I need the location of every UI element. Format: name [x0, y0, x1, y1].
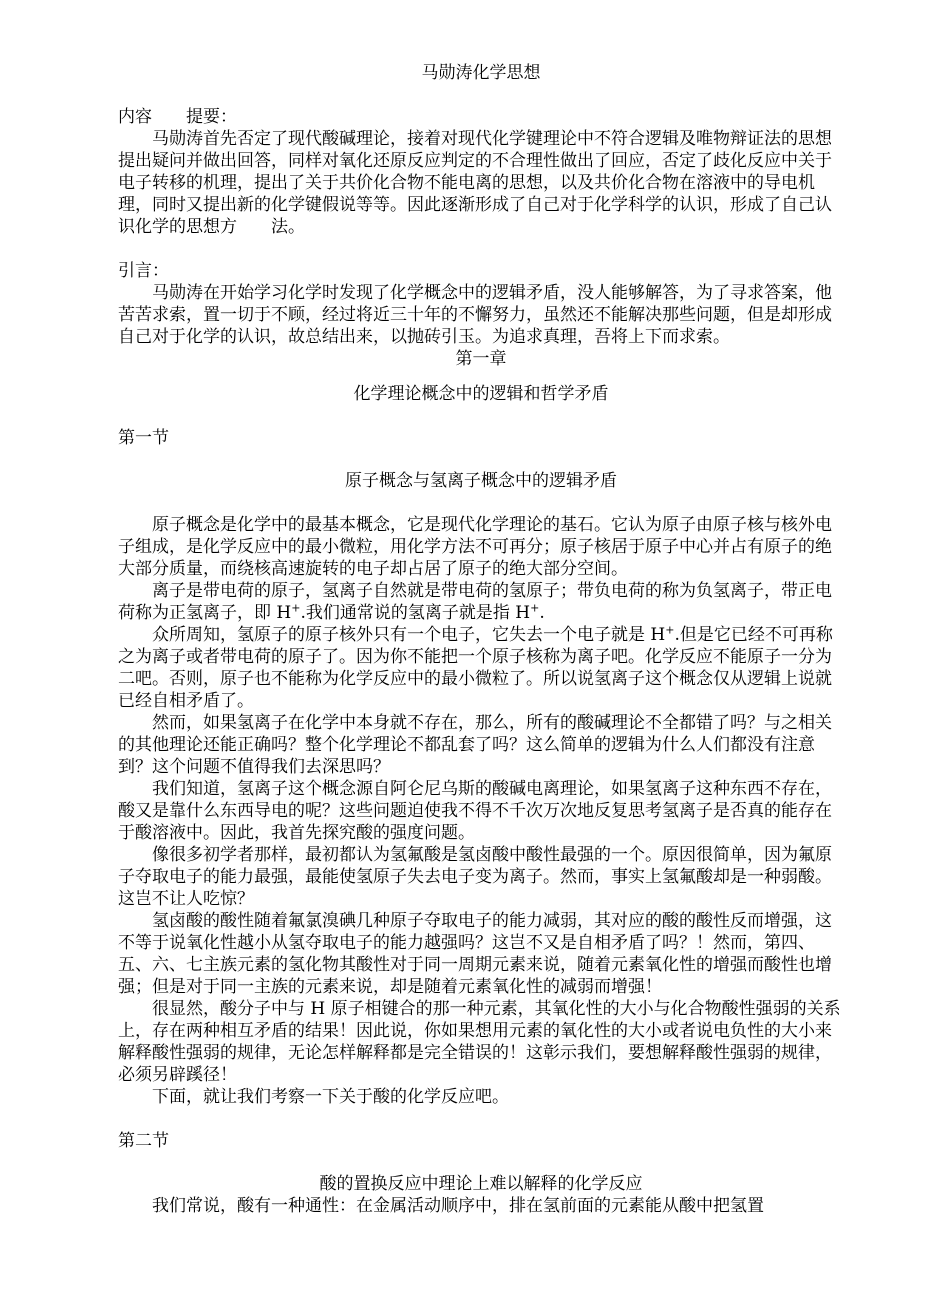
- section1-paragraph: [118, 580, 844, 624]
- superscript-plus: +: [665, 623, 675, 637]
- section1-paragraph: [118, 624, 844, 712]
- paragraph-text: 离子是带电荷的原子，氢离子自然就是带电荷的氢原子；带负电荷的称为负氢离子，带正电荷称为正氢离子，即 H: [118, 581, 832, 623]
- paragraph-text: .: [539, 603, 545, 623]
- intro-label: 引言：: [118, 261, 169, 281]
- chapter-title: 化学理论概念中的逻辑和哲学矛盾: [353, 384, 609, 404]
- section1-paragraph: 下面，就让我们考察一下关于酸的化学反应吧。: [152, 1087, 509, 1107]
- section1-paragraph: 然而，如果氢离子在化学中本身就不存在，那么，所有的酸碱理论不全都错了吗？与之相关的其他理论还能正确吗？整个化学理论不都乱套了吗？这么简单的逻辑为什么人们都没有注意到？这个问题不值得我们去深思吗？: [118, 713, 832, 777]
- paragraph-text: 众所周知，氢原子的原子核外只有一个电子，它失去一个电子就是 H: [152, 625, 666, 645]
- section2-paragraph: 我们常说，酸有一种通性：在金属活动顺序中，排在氢前面的元素能从酸中把氢置: [152, 1196, 764, 1216]
- section2-title: 酸的置换反应中理论上难以解释的化学反应: [319, 1174, 643, 1194]
- abstract-text: 马勋涛首先否定了现代酸碱理论，接着对现代化学键理论中不符合逻辑及唯物辩证法的思想提出疑问并做出回答，同样对氧化还原反应判定的不合理性做出了回应，否定了歧化反应中关于电子转移的机理，提出了关于共价化合物不能电离的思想，以及共价化合物在溶液中的导电机理，同时又提出新的化学键假说等等。因此逐渐形成了自己对于化学科学的认识，形成了自己认识化学的思想方 法。: [118, 129, 832, 237]
- abstract-label: 内容 提要：: [118, 107, 237, 127]
- document-title: 马勋涛化学思想: [421, 63, 541, 83]
- section1-paragraph: 很显然，酸分子中与 H 原子相键合的那一种元素，其氧化性的大小与化合物酸性强弱的关系上，存在两种相互矛盾的结果！因此说，你如果想用元素的氧化性的大小或者说电负性的大小来解释酸性强弱的规律，无论怎样解释都是完全错误的！这彰示我们，要想解释酸性强弱的规律，必须另辟蹊径！: [118, 999, 841, 1085]
- section1-paragraph: 像很多初学者那样，最初都认为氢氟酸是氢卤酸中酸性最强的一个。原因很简单，因为氟原子夺取电子的能力最强，最能使氢原子失去电子变为离子。然而，事实上氢氟酸却是一种弱酸。这岂不让人吃惊？: [118, 845, 832, 909]
- superscript-plus: +: [291, 601, 301, 615]
- section1-label: 第一节: [118, 428, 169, 448]
- paragraph-text: .但是它已经不可再称之为离子或者带电荷的原子了。因为你不能把一个原子核称为离子吧。化学反应不能原子一分为二吧。否则，原子也不能称为化学反应中的最小微粒了。所以说氢离子这个概念仅从逻辑上说就已经自相矛盾了。: [118, 625, 833, 711]
- section1-paragraph: 氢卤酸的酸性随着氟氯溴碘几种原子夺取电子的能力减弱，其对应的酸的酸性反而增强，这不等于说氧化性越小从氢夺取电子的能力越强吗？这岂不又是自相矛盾了吗？！然而，第四、五、六、七主族元素的氢化物其酸性对于同一周期元素来说，随着元素氧化性的增强而酸性也增强；但是对于同一主族的元素来说，却是随着元素氧化性的减弱而增强！: [118, 911, 832, 997]
- section1-paragraph: 我们知道，氢离子这个概念源自阿仑尼乌斯的酸碱电离理论，如果氢离子这种东西不存在，酸又是靠什么东西导电的呢？这些问题迫使我不得不千次万次地反复思考氢离子是否真的能存在于酸溶液中。因此，我首先探究酸的强度问题。: [118, 779, 832, 843]
- chapter-label: 第一章: [455, 349, 507, 369]
- section1-title: 原子概念与氢离子概念中的逻辑矛盾: [345, 471, 617, 491]
- paragraph-text: .我们通常说的氢离子就是指 H: [300, 603, 531, 623]
- intro-text: 马勋涛在开始学习化学时发现了化学概念中的逻辑矛盾，没人能够解答，为了寻求答案，他苦苦求索，置一切于不顾，经过将近三十年的不懈努力，虽然还不能解决那些问题，但是却形成自己对于化学的认识，故总结出来，以抛砖引玉。为追求真理，吾将上下而求索。: [118, 283, 832, 347]
- superscript-plus: +: [530, 601, 540, 615]
- section2-label: 第二节: [118, 1131, 169, 1151]
- section1-paragraph: 原子概念是化学中的最基本概念，它是现代化学理论的基石。它认为原子由原子核与核外电子组成，是化学反应中的最小微粒，用化学方法不可再分；原子核居于原子中心并占有原子的绝大部分质量，而绕核高速旋转的电子却占居了原子的绝大部分空间。: [118, 515, 832, 579]
- document-page: [118, 62, 844, 1217]
